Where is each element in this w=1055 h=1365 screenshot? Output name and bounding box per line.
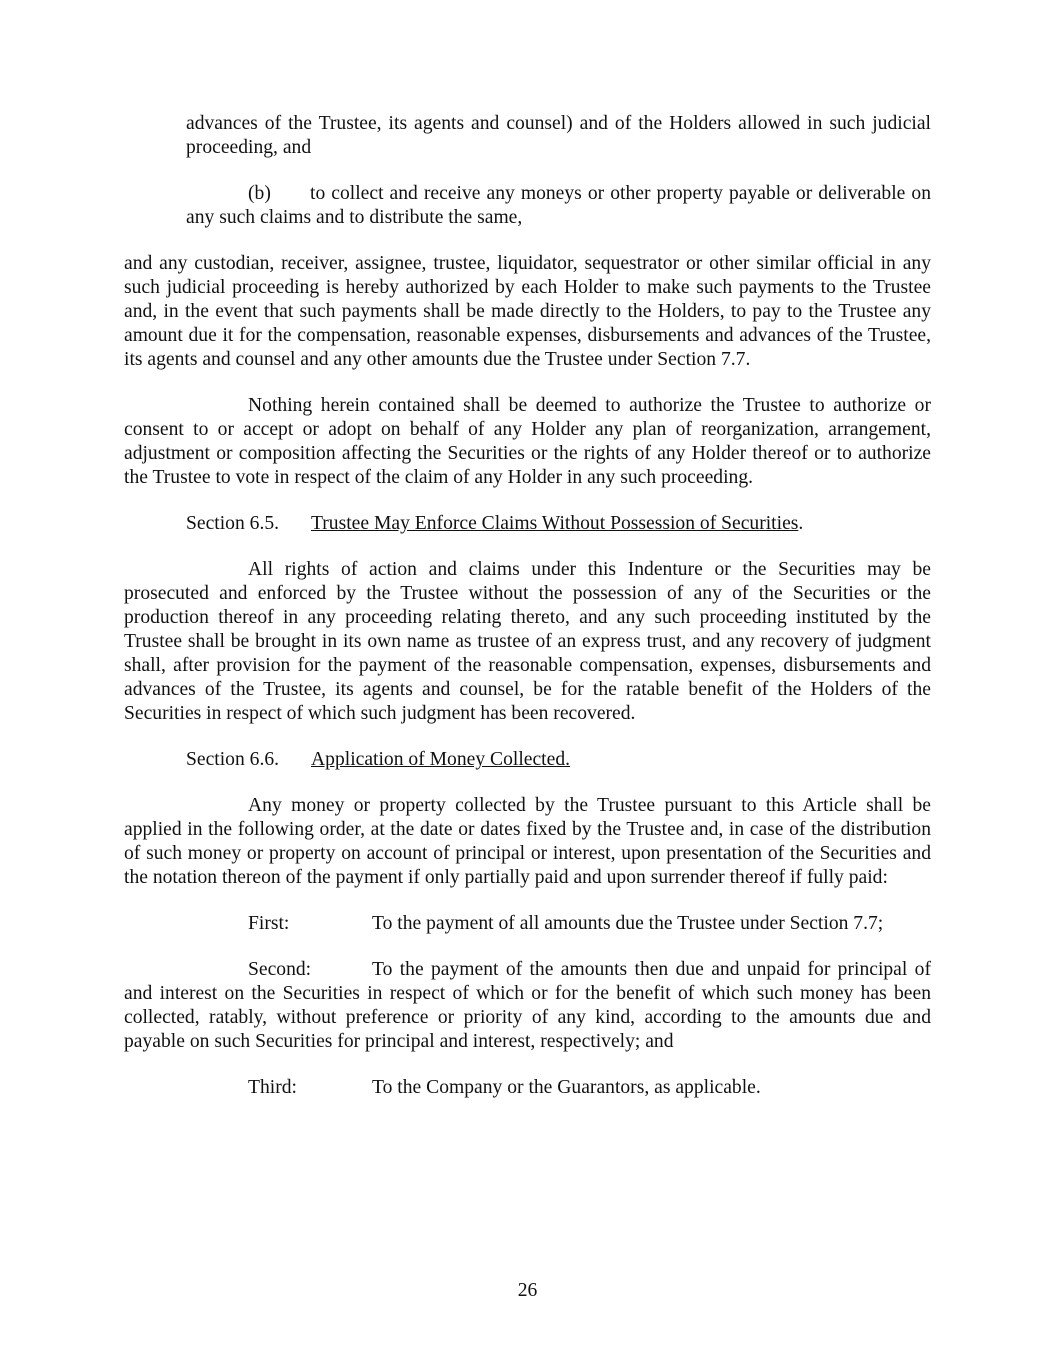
paragraph-custodian: and any custodian, receiver, assignee, trustee, liquidator, sequestrator or other similar official in any such judicial proceeding is hereby authorized by each Holder to make such payments to the Trustee and, in the event that such payments shall be made directly to the Holders, to pay to the Trustee any amount due it for the compensation, reasonable expenses, disbursements and advances of the Trustee, its agents and counsel and any other amounts due the Trustee under Section 7.7.	[124, 253, 931, 370]
paragraph-any-money: Any money or property collected by the Trustee pursuant to this Article shall be applied in the following order, at the date or dates fixed by the Trustee and, in case of the distribution of such money or property on account of principal or interest, upon presentation of the Securities and the notation thereon of the payment if only partially paid and upon surrender thereof if fully paid:	[124, 795, 931, 888]
page-number: 26	[517, 1280, 538, 1301]
section-6-6-title: Application of Money Collected.	[311, 749, 571, 770]
paragraph-advances: advances of the Trustee, its agents and counsel) and of the Holders allowed in such judicial proceeding, and	[186, 113, 931, 158]
paragraph-b	[124, 182, 931, 230]
clause-b-label: (b)	[248, 183, 271, 204]
clause-first-tag: First:	[248, 913, 290, 934]
clause-second-tag: Second:	[248, 959, 312, 980]
section-6-5-period: .	[798, 513, 804, 534]
clause-third-text: To the Company or the Guarantors, as applicable.	[372, 1077, 761, 1098]
section-6-6-heading	[186, 748, 931, 772]
clause-third	[124, 1076, 931, 1100]
clause-second-text: To the payment of the amounts then due and unpaid for principal of and interest on the Securities in respect of which or for the benefit of which such money has been collected, ratably, without preference or priority of any kind, according to the amounts due and payable on such Securities for principal and interest, respectively; and	[124, 959, 931, 1052]
clause-third-tag: Third:	[248, 1077, 297, 1098]
clause-first-text: To the payment of all amounts due the Trustee under Section 7.7;	[372, 913, 884, 934]
paragraph-rights-of-action: All rights of action and claims under this Indenture or the Securities may be prosecuted and enforced by the Trustee without the possession of any of the Securities or the production thereof in any proceeding relating thereto, and any such proceeding instituted by the Trustee shall be brought in its own name as trustee of an express trust, and any recovery of judgment shall, after provision for the payment of the reasonable compensation, expenses, disbursements and advances of the Trustee, its agents and counsel, be for the ratable benefit of the Holders of the Securities in respect of which such judgment has been recovered.	[124, 559, 931, 724]
clause-b-text: to collect and receive any moneys or other property payable or deliverable on any such claims and to distribute the same,	[186, 183, 931, 228]
document-page	[124, 112, 931, 1122]
section-6-5-number: Section 6.5.	[186, 513, 280, 534]
paragraph-nothing-herein: Nothing herein contained shall be deemed to authorize the Trustee to authorize or consent to or accept or adopt on behalf of any Holder any plan of reorganization, arrangement, adjustment or composition affecting the Securities or the rights of any Holder thereof or to authorize the Trustee to vote in respect of the claim of any Holder in any such proceeding.	[124, 395, 931, 488]
section-6-6-number: Section 6.6.	[186, 749, 280, 770]
clause-second	[124, 958, 931, 1054]
clause-first	[124, 912, 931, 936]
section-6-5-title: Trustee May Enforce Claims Without Possession of Securities	[311, 513, 799, 534]
section-6-5-heading	[186, 512, 931, 536]
